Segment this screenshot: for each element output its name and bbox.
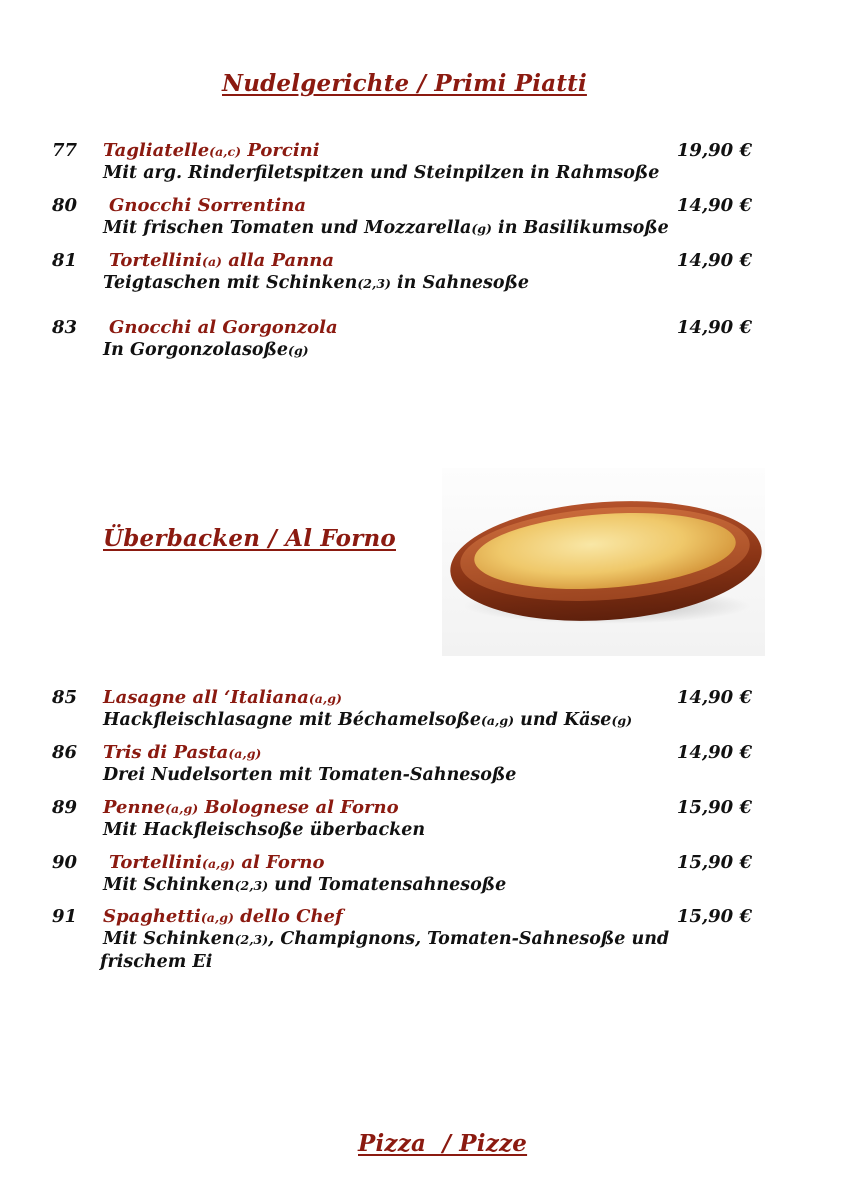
item-name: Spaghetti(a,g) dello Chef [103,906,343,927]
menu-item-77 [52,140,752,184]
item-name: Tris di Pasta(a,g) [103,742,262,763]
item-description: Mit Schinken(2,3), Champignons, Tomaten-Sahnesoße und [103,929,670,949]
item-price: 15,90 € [676,906,752,927]
item-number: 90 [52,852,78,873]
item-price: 14,90 € [676,250,752,271]
menu-item-80 [52,195,752,240]
item-description: Mit arg. Rinderfiletspitzen und Steinpilzen in Rahmsoße [103,163,660,183]
menu-item-90 [52,852,752,897]
menu-item-89 [52,797,752,841]
section-title-pizza: Pizza / Pizze [358,1130,528,1157]
item-description: In Gorgonzolasoße(g) [103,340,309,360]
item-number: 91 [52,906,78,927]
item-price: 15,90 € [676,852,752,873]
lasagne-dish-image [442,468,765,656]
item-name: Lasagne all ‘Italiana(a,g) [103,687,342,708]
item-description: Mit Hackfleischsoße überbacken [103,820,426,840]
menu-item-86 [52,742,752,786]
section-title-primi-piatti: Nudelgerichte / Primi Piatti [222,70,587,97]
item-description: Teigtaschen mit Schinken(2,3) in Sahnesoße [103,273,530,293]
item-name: Penne(a,g) Bolognese al Forno [103,797,399,818]
item-description-line2: frischem Ei [100,952,213,972]
item-number: 83 [52,317,78,338]
item-name: Tagliatelle(a,c) Porcini [103,140,320,161]
item-price: 15,90 € [676,797,752,818]
item-number: 85 [52,687,78,708]
item-description: Drei Nudelsorten mit Tomaten-Sahnesoße [103,765,517,785]
item-number: 89 [52,797,78,818]
item-number: 77 [52,140,78,161]
item-price: 14,90 € [676,742,752,763]
item-name: Tortellini(a) alla Panna [109,250,335,271]
item-price: 14,90 € [676,317,752,338]
item-number: 81 [52,250,78,271]
item-description: Mit frischen Tomaten und Mozzarella(g) in Basilikumsoße [103,218,669,238]
item-description: Mit Schinken(2,3) und Tomatensahnesoße [103,875,507,895]
item-description: Hackfleischlasagne mit Béchamelsoße(a,g) und Käse(g) [103,710,633,730]
item-name: Gnocchi al Gorgonzola [109,317,338,338]
item-number: 86 [52,742,78,763]
menu-item-85 [52,687,752,732]
menu-item-81 [52,250,752,295]
menu-item-83 [52,317,752,362]
item-number: 80 [52,195,78,216]
section-title-al-forno: Überbacken / Al Forno [103,525,396,552]
item-name: Tortellini(a,g) al Forno [109,852,325,873]
item-name: Gnocchi Sorrentina [109,195,306,216]
item-price: 19,90 € [676,140,752,161]
item-price: 14,90 € [676,195,752,216]
item-price: 14,90 € [676,687,752,708]
menu-item-91 [52,906,752,973]
